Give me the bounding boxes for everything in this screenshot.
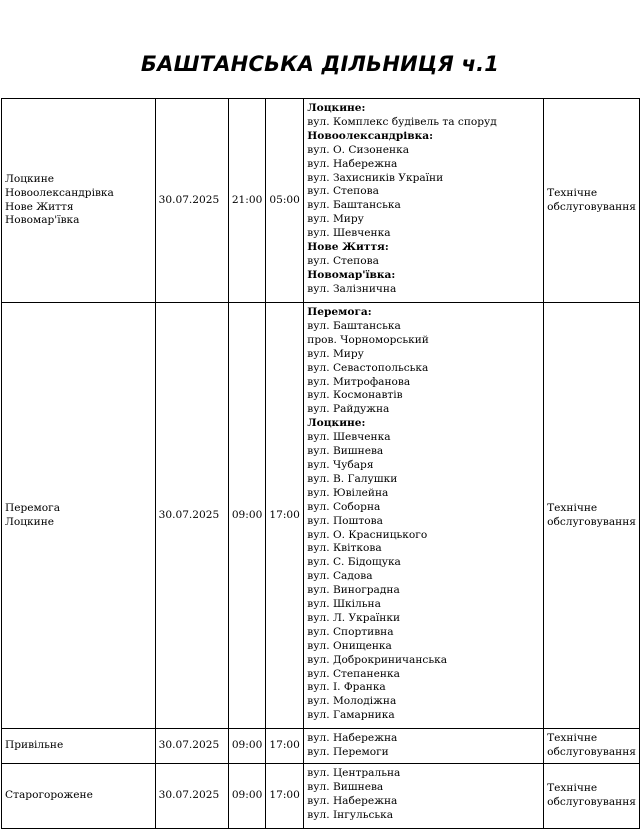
date-cell [155,303,228,729]
street-name: вул. Миру [307,347,364,360]
street-name: вул. Шкільна [307,598,381,611]
street-name: вул. Перемоги [307,745,389,758]
settlement-heading: Нове Життя: [307,241,389,254]
street-name: вул. В. Галушки [307,472,398,485]
street-name: вул. Вишнева [307,445,384,458]
settlement-name: Старогорожене [5,789,93,802]
street-name: вул. Набережна [307,157,398,170]
settlement-name: Перемога [5,501,61,514]
street-name: вул. Доброкриничанська [307,653,448,666]
settlement-heading: Лоцкине: [307,102,366,114]
street-name: вул. Набережна [307,732,398,744]
outage-schedule-table [1,98,640,829]
street-name: вул. Онищенка [307,639,392,652]
settlement-name: Новоолександрівка [5,186,114,199]
street-name: вул. Набережна [307,794,398,807]
outage-date: 30.07.2025 [158,193,220,206]
street-name: вул. Соборна [307,500,381,513]
end-time: 05:00 [269,193,300,206]
reason-text: Технічне [547,732,598,745]
street-name: вул. Ювілейна [307,486,389,499]
streets-cell [304,99,544,303]
start-time: 09:00 [231,508,263,521]
settlement-name: Привільне [5,739,64,752]
settlement-name: Нове Життя [5,200,74,213]
street-name: вул. Севастопольська [307,361,429,374]
reason-text: Технічне [547,782,598,795]
date-cell [155,729,228,764]
settlement-name: Лоцкине [5,515,55,528]
settlements-cell [2,303,156,729]
reason-cell [544,764,640,829]
date-cell [155,764,228,829]
reason-text: обслуговування [547,200,636,213]
street-name: вул. Інгульська [307,808,394,821]
street-name: вул. Шевченка [307,227,391,240]
settlement-heading: Новомар'ївка: [307,268,396,281]
outage-date: 30.07.2025 [158,789,220,802]
start-time: 21:00 [231,193,263,206]
street-name: вул. Спортивна [307,625,394,638]
settlement-heading: Новоолександрівка: [307,129,434,142]
street-name: вул. Гамарника [307,709,395,722]
end-time-cell [266,764,304,829]
street-name: вул. Вишнева [307,780,384,793]
reason-cell [544,99,640,303]
start-time-cell [228,303,266,729]
street-name: вул. С. Бідощука [307,556,401,569]
streets-cell [304,729,544,764]
street-name: вул. Квіткова [307,542,382,555]
table-row [2,764,640,829]
reason-text: Технічне [547,501,598,514]
start-time: 09:00 [231,739,263,752]
street-name: вул. Шевченка [307,431,391,444]
street-name: вул. О. Сизоненка [307,143,410,156]
start-time-cell [228,764,266,829]
settlements-cell [2,99,156,303]
settlement-heading: Перемога: [307,306,372,318]
settlement-name: Лоцкине [5,172,55,185]
street-name: вул. О. Красницького [307,528,428,541]
streets-cell [304,764,544,829]
street-name: вул. Виноградна [307,584,400,597]
street-name: вул. Степова [307,185,379,198]
page-title: БАШТАНСЬКА ДІЛЬНИЦЯ ч.1 [140,52,500,76]
street-name: пров. Чорноморський [307,333,429,346]
outage-date: 30.07.2025 [158,739,220,752]
end-time: 17:00 [269,789,300,802]
settlement-heading: Лоцкине: [307,417,366,430]
reason-text: Технічне [547,186,598,199]
street-name: вул. Центральна [307,767,401,779]
date-cell [155,99,228,303]
reason-cell [544,303,640,729]
reason-text: обслуговування [547,515,636,528]
street-name: вул. Молодіжна [307,695,397,708]
reason-cell [544,729,640,764]
street-name: вул. Митрофанова [307,375,411,388]
street-name: вул. Захисників України [307,171,444,184]
table-row [2,99,640,303]
start-time-cell [228,99,266,303]
end-time: 17:00 [269,739,300,752]
outage-date: 30.07.2025 [158,508,220,521]
start-time: 09:00 [231,789,263,802]
street-name: вул. Залізнична [307,282,397,295]
settlement-name: Новомар'ївка [5,214,80,227]
street-name: вул. Баштанська [307,319,401,332]
street-name: вул. Степаненка [307,667,400,680]
street-name: вул. Чубаря [307,458,374,471]
street-name: вул. Поштова [307,514,383,527]
start-time-cell [228,729,266,764]
street-name: вул. Степова [307,254,379,267]
end-time-cell [266,729,304,764]
street-name: вул. Баштанська [307,199,401,212]
reason-text: обслуговування [547,796,636,808]
settlements-cell [2,729,156,764]
end-time-cell [266,99,304,303]
street-name: вул. І. Франка [307,681,386,694]
street-name: вул. Райдужна [307,403,390,416]
end-time-cell [266,303,304,729]
table-row [2,729,640,764]
end-time: 17:00 [269,508,300,521]
streets-cell [304,303,544,729]
reason-text: обслуговування [547,746,636,758]
street-name: вул. Л. Українки [307,611,401,624]
settlements-cell [2,764,156,829]
street-name: вул. Миру [307,213,364,226]
street-name: вул. Космонавтів [307,389,403,402]
table-row [2,303,640,729]
street-name: вул. Комплекс будівель та споруд [307,115,497,128]
street-name: вул. Садова [307,570,373,583]
